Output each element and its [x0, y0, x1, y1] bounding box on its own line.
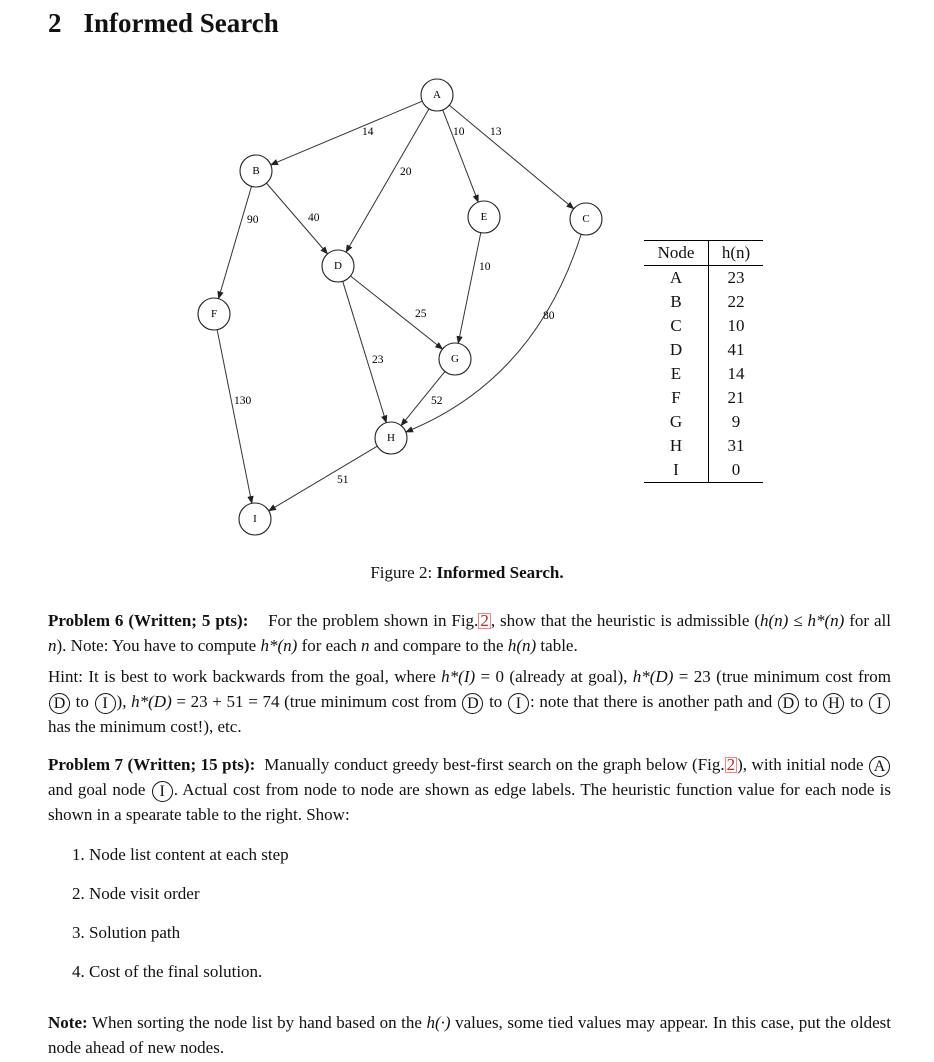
list-item: 2. Node visit order	[72, 884, 200, 903]
circled-node-label: D	[49, 693, 70, 714]
edge-h-i	[269, 446, 378, 511]
caption-title: Informed Search.	[436, 563, 564, 582]
circled-node-label: I	[95, 693, 116, 714]
hint-text: = 0 (already at goal),	[475, 667, 633, 686]
edge-cost-label: 130	[234, 395, 252, 407]
edge-cost-label: 52	[431, 395, 443, 407]
node-label: G	[451, 353, 459, 365]
caption-prefix: Figure 2:	[370, 563, 437, 582]
heuristic-value-cell: 22	[727, 292, 745, 311]
edge-cost-label: 10	[453, 126, 465, 138]
heuristic-table	[644, 240, 763, 483]
list-item: 4. Cost of the final solution.	[72, 962, 263, 981]
graph-node-h	[375, 422, 407, 454]
node-cell: I	[644, 458, 709, 483]
math-expression: h(·)	[426, 1013, 451, 1032]
edge-e-g	[458, 233, 481, 344]
problem-6-text: table.	[536, 636, 578, 655]
note-text: When sorting the node list by hand based on the	[87, 1013, 427, 1032]
node-label: B	[252, 165, 260, 177]
edge-a-d	[346, 109, 429, 252]
problem-6-text: ). Note: You have to compute	[56, 636, 261, 655]
node-label: E	[480, 211, 488, 223]
table-header-row	[644, 241, 763, 266]
edge-cost-label: 40	[308, 212, 320, 224]
column-header-node: Node	[644, 241, 709, 266]
heuristic-value-cell: 41	[727, 340, 745, 359]
heuristic-value-cell: 9	[731, 412, 741, 431]
math-expression: h*(D)	[131, 692, 172, 711]
edge-cost-label: 80	[543, 310, 555, 322]
math-expression: h*(n)	[260, 636, 298, 655]
node-cell: E	[644, 362, 709, 386]
node-cell: F	[644, 386, 709, 410]
node-label: D	[334, 260, 342, 272]
figure-caption	[0, 563, 934, 583]
circled-node-label: I	[508, 693, 529, 714]
heuristic-value-cell: 31	[727, 436, 745, 455]
problem-6-text: , show that the heuristic is admissible	[490, 611, 750, 630]
hint-text: to	[799, 692, 823, 711]
hint-text: has the minimum cost!), etc.	[48, 717, 242, 736]
math-expression: h(n) ≤ h*(n)	[759, 611, 845, 630]
search-graph	[0, 70, 640, 550]
table-row	[644, 458, 763, 483]
task-list	[72, 845, 289, 1001]
node-cell: B	[644, 290, 709, 314]
edge-a-c	[449, 105, 573, 209]
problem-6-text: for each	[297, 636, 362, 655]
graph-node-b	[240, 155, 272, 187]
node-label: F	[210, 308, 218, 320]
section-number: 2	[48, 8, 62, 38]
edge-cost-label: 14	[362, 126, 374, 138]
hint-paragraph	[48, 664, 891, 739]
section-title: Informed Search	[83, 8, 279, 38]
section-heading	[48, 8, 279, 39]
note-heading: Note:	[48, 1013, 88, 1032]
node-label: C	[582, 213, 590, 225]
node-cell: D	[644, 338, 709, 362]
node-label: H	[387, 432, 395, 444]
edge-a-b	[271, 101, 422, 165]
table-row	[644, 410, 763, 434]
list-item: 1. Node list content at each step	[72, 845, 289, 864]
node-cell: H	[644, 434, 709, 458]
figure-reference-link[interactable]: 2	[480, 611, 489, 630]
math-expression: h*(I)	[441, 667, 476, 686]
heuristic-value-cell: 23	[727, 268, 745, 287]
edge-cost-label: 90	[247, 214, 259, 226]
heuristic-value-cell: 0	[709, 458, 764, 483]
problem-7	[48, 752, 891, 827]
note-paragraph	[48, 1010, 891, 1060]
edge-cost-label: 23	[372, 354, 384, 366]
circled-node-label: I	[869, 693, 890, 714]
hint-text: to	[484, 692, 507, 711]
edge-b-f	[219, 186, 252, 298]
node-label: A	[433, 89, 441, 101]
node-cell: C	[644, 314, 709, 338]
edge-f-i	[217, 330, 252, 504]
problem-7-text: . Actual cost from node to node are shown as edge labels. The heuristic function value for each node is shown in a spearate table to the right. Show:	[48, 780, 892, 824]
problem-6-text: and compare to the	[369, 636, 508, 655]
hint-text: to	[845, 692, 868, 711]
graph-node-c	[570, 203, 602, 235]
circled-node-label: D	[778, 693, 799, 714]
table-row	[644, 386, 763, 410]
problem-6-heading: Problem 6 (Written; 5 pts):	[48, 611, 249, 630]
table-row	[644, 314, 763, 338]
hint-text: ),	[116, 692, 132, 711]
edge-cost-label: 20	[400, 166, 412, 178]
table-row	[644, 434, 763, 458]
problem-7-text: and goal node	[48, 780, 151, 799]
circled-node-label: I	[152, 781, 173, 802]
math-expression: h(n)	[507, 636, 537, 655]
graph-node-a	[421, 79, 453, 111]
problem-6	[48, 608, 891, 658]
graph-node-f	[198, 298, 230, 330]
problem-7-text: Manually conduct greedy best-first search on the graph below (Fig.	[264, 755, 725, 774]
math-expression: h*(D)	[632, 667, 674, 686]
circled-node-label: H	[823, 693, 844, 714]
graph-node-d	[322, 250, 354, 282]
math-expression: n	[361, 636, 370, 655]
table-row	[644, 290, 763, 314]
list-item: 3. Solution path	[72, 923, 181, 942]
graph-node-g	[439, 343, 471, 375]
heuristic-value-cell: 14	[727, 364, 745, 383]
figure-reference-link[interactable]: 2	[726, 755, 736, 774]
heuristic-value-cell: 21	[727, 388, 745, 407]
table-row	[644, 362, 763, 386]
problem-7-text: ), with initial node	[737, 755, 869, 774]
edge-d-g	[351, 276, 443, 349]
problem-6-text: for all	[844, 611, 891, 630]
node-label: I	[253, 513, 257, 525]
graph-node-i	[239, 503, 271, 535]
problem-6-text: (	[754, 611, 760, 630]
hint-text: Hint: It is best to work backwards from the goal, where	[48, 667, 442, 686]
hint-text: : note that there is another path and	[529, 692, 777, 711]
edge-d-h	[343, 281, 387, 422]
heuristic-value-cell: 10	[727, 316, 745, 335]
edge-a-e	[443, 110, 478, 202]
edge-cost-label: 13	[490, 126, 502, 138]
graph-node-e	[468, 201, 500, 233]
hint-text: to	[71, 692, 94, 711]
column-header-h: h(n)	[709, 241, 764, 266]
edge-cost-label: 10	[479, 261, 491, 273]
circled-node-label: A	[869, 756, 890, 777]
circled-node-label: D	[462, 693, 483, 714]
node-cell: A	[644, 266, 709, 291]
hint-text: = 23 + 51 = 74 (true minimum cost from	[171, 692, 462, 711]
note-text: values, some tied values may appear. In this case, put the oldest node ahead of new nodes.	[48, 1013, 891, 1057]
problem-7-heading: Problem 7 (Written; 15 pts):	[48, 755, 256, 774]
hint-text: = 23 (true minimum cost from	[673, 667, 891, 686]
node-cell: G	[644, 410, 709, 434]
table-row	[644, 338, 763, 362]
edge-cost-label: 51	[337, 474, 349, 486]
table-row	[644, 266, 763, 291]
edge-cost-label: 25	[415, 308, 427, 320]
problem-6-text: For the problem shown in Fig.	[268, 611, 479, 630]
math-expression: n	[48, 636, 57, 655]
